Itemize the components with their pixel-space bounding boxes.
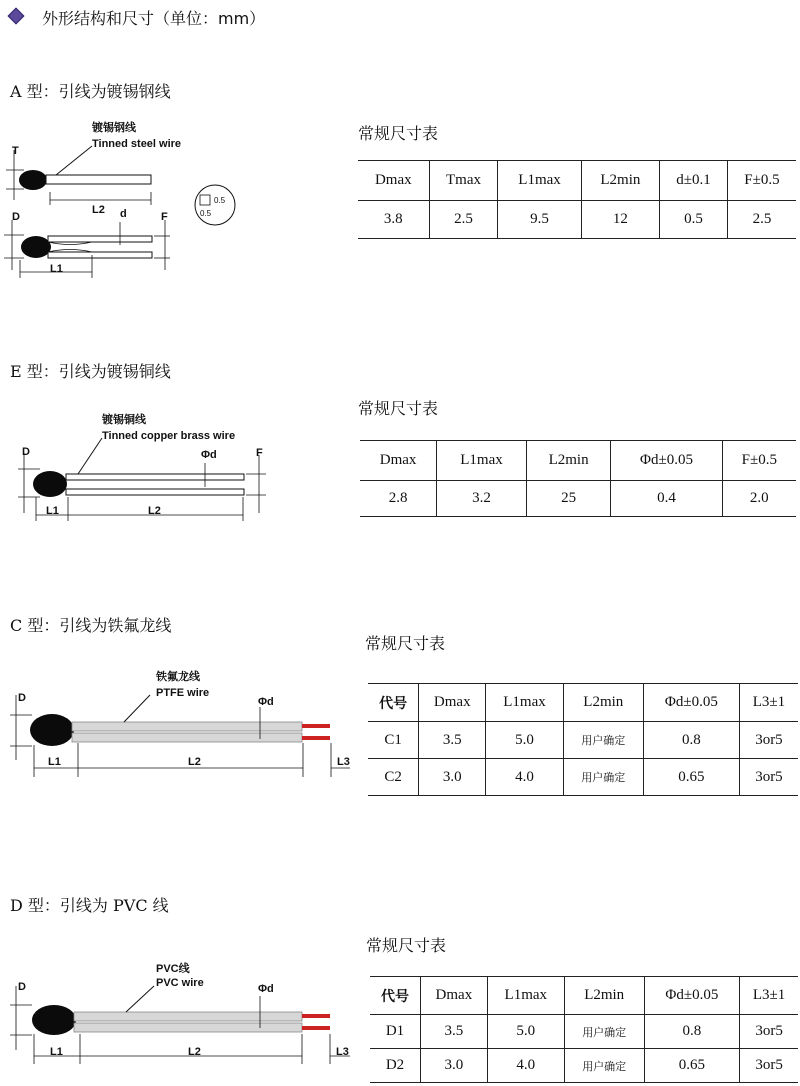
table-header-row	[370, 977, 798, 1015]
bullet-diamond-icon	[8, 8, 25, 25]
dim-l1-label: L1	[50, 1046, 63, 1058]
dim-d-label: D	[18, 692, 26, 704]
table-cell: 0.65	[643, 759, 739, 796]
table-c	[368, 683, 798, 796]
table-cell: C2	[368, 759, 419, 796]
table-header-cell: Dmax	[360, 441, 437, 481]
table-header-cell: F±0.5	[727, 161, 796, 201]
dim-l2-label: L2	[188, 1046, 201, 1058]
table-cell: 2.8	[360, 481, 437, 517]
table-header-cell: Φd±0.05	[611, 441, 722, 481]
wire-label-en: Tinned copper brass wire	[102, 430, 236, 442]
section-d-title: D 型：引线为 PVC 线	[10, 896, 169, 915]
wire-label-en: PTFE wire	[156, 687, 210, 699]
table-cell: 3or5	[740, 1015, 798, 1049]
thermistor-head	[30, 714, 330, 746]
dim-phid-label: Φd	[201, 449, 217, 461]
table-cell: 4.0	[486, 759, 563, 796]
table-e	[360, 440, 796, 517]
diagram-type-c	[0, 665, 360, 785]
table-header-cell: L2min	[526, 441, 611, 481]
table-e-caption: 常规尺寸表	[358, 399, 439, 418]
table-cell: 0.8	[644, 1015, 740, 1049]
dim-l2-label: L2	[188, 756, 201, 768]
table-cell: 2.0	[722, 481, 796, 517]
dim-t-label: T	[12, 145, 19, 157]
table-header-cell: L1max	[487, 977, 564, 1015]
table-header-row	[360, 441, 796, 481]
diagram-type-a	[0, 110, 250, 290]
dim-f-label: F	[256, 447, 263, 459]
table-header-cell: L2min	[581, 161, 659, 201]
table-cell: 2.5	[429, 201, 498, 239]
table-cell: 3or5	[739, 759, 798, 796]
dim-l1-label: L1	[46, 505, 59, 517]
table-cell: 0.5	[660, 201, 728, 239]
table-row	[370, 1049, 798, 1083]
table-cell: 3.0	[419, 759, 486, 796]
table-cell: 0.4	[611, 481, 722, 517]
table-header-cell: Φd±0.05	[644, 977, 740, 1015]
table-cell: D2	[370, 1049, 421, 1083]
table-d	[370, 976, 798, 1083]
table-cell: 5.0	[486, 722, 563, 759]
table-header-cell: L1max	[437, 441, 527, 481]
table-header-cell: L1max	[498, 161, 581, 201]
dim-f-label: F	[161, 211, 168, 223]
section-a-title: A 型：引线为镀锡钢线	[10, 82, 171, 101]
table-cell: 3or5	[739, 722, 798, 759]
dim-l1-label: L1	[48, 756, 61, 768]
dim-phid-label: Φd	[258, 983, 274, 995]
table-header-cell: d±0.1	[660, 161, 728, 201]
table-header-cell: F±0.5	[722, 441, 796, 481]
table-cell: 3.2	[437, 481, 527, 517]
page-title: 外形结构和尺寸（单位：mm）	[42, 9, 266, 28]
wire-label-en: Tinned steel wire	[92, 138, 182, 150]
thermistor-head	[32, 1005, 330, 1035]
wire-label-cn: PVC线	[156, 963, 190, 975]
table-header-row	[358, 161, 796, 201]
table-row	[368, 722, 798, 759]
cross-section-detail	[195, 185, 235, 225]
table-row	[370, 1015, 798, 1049]
table-cell: 3.5	[421, 1015, 488, 1049]
section-dim-2: 0.5	[200, 209, 212, 218]
wire-label-cn: 镀锡钢线	[92, 122, 136, 134]
table-header-cell: Φd±0.05	[643, 684, 739, 722]
table-row	[358, 201, 796, 239]
table-header-cell: 代号	[370, 977, 421, 1015]
dim-l1-label: L1	[50, 263, 63, 275]
dim-l3-label: L3	[337, 756, 350, 768]
table-header-cell: L3±1	[739, 684, 798, 722]
table-d-caption: 常规尺寸表	[366, 936, 447, 955]
thermistor-head	[33, 471, 244, 497]
table-cell: 用户确定	[564, 1049, 644, 1083]
table-a-caption: 常规尺寸表	[358, 124, 439, 143]
table-header-cell: Dmax	[421, 977, 488, 1015]
table-row	[360, 481, 796, 517]
dim-l2-label: L2	[148, 505, 161, 517]
dim-l2-label: L2	[92, 204, 105, 216]
thermistor-head-top	[19, 170, 151, 190]
table-row	[368, 759, 798, 796]
dim-l3-label: L3	[336, 1046, 349, 1058]
table-header-cell: Dmax	[358, 161, 429, 201]
dim-small-d-label: d	[120, 208, 127, 220]
table-a	[358, 160, 796, 239]
wire-label-en: PVC wire	[156, 977, 204, 989]
table-header-cell: 代号	[368, 684, 419, 722]
table-cell: 9.5	[498, 201, 581, 239]
table-cell: 用户确定	[564, 1015, 644, 1049]
table-header-cell: L3±1	[740, 977, 798, 1015]
table-cell: 12	[581, 201, 659, 239]
dim-phid-label: Φd	[258, 696, 274, 708]
diagram-type-e	[0, 405, 280, 525]
table-cell: 25	[526, 481, 611, 517]
table-cell: C1	[368, 722, 419, 759]
section-dim-1: 0.5	[214, 196, 226, 205]
table-cell: 0.65	[644, 1049, 740, 1083]
table-cell: 4.0	[487, 1049, 564, 1083]
table-header-cell: Tmax	[429, 161, 498, 201]
table-cell: 3.0	[421, 1049, 488, 1083]
table-header-cell: L2min	[563, 684, 643, 722]
table-cell: 3or5	[740, 1049, 798, 1083]
table-cell: 5.0	[487, 1015, 564, 1049]
table-cell: 3.5	[419, 722, 486, 759]
table-header-cell: Dmax	[419, 684, 486, 722]
dim-d-label: D	[12, 211, 20, 223]
table-header-row	[368, 684, 798, 722]
section-c-title: C 型：引线为铁氟龙线	[10, 616, 172, 635]
dim-d-label: D	[18, 981, 26, 993]
table-c-caption: 常规尺寸表	[365, 634, 446, 653]
table-cell: 用户确定	[563, 722, 643, 759]
table-cell: 0.8	[643, 722, 739, 759]
wire-label-cn: 镀锡铜线	[102, 414, 146, 426]
table-cell: 2.5	[727, 201, 796, 239]
table-cell: 用户确定	[563, 759, 643, 796]
table-header-cell: L1max	[486, 684, 563, 722]
dim-d-label: D	[22, 446, 30, 458]
table-header-cell: L2min	[564, 977, 644, 1015]
wire-label-cn: 铁氟龙线	[156, 671, 200, 683]
table-cell: 3.8	[358, 201, 429, 239]
section-e-title: E 型：引线为镀锡铜线	[10, 362, 171, 381]
table-cell: D1	[370, 1015, 421, 1049]
thermistor-head-side	[21, 236, 152, 258]
diagram-type-d	[0, 958, 360, 1078]
